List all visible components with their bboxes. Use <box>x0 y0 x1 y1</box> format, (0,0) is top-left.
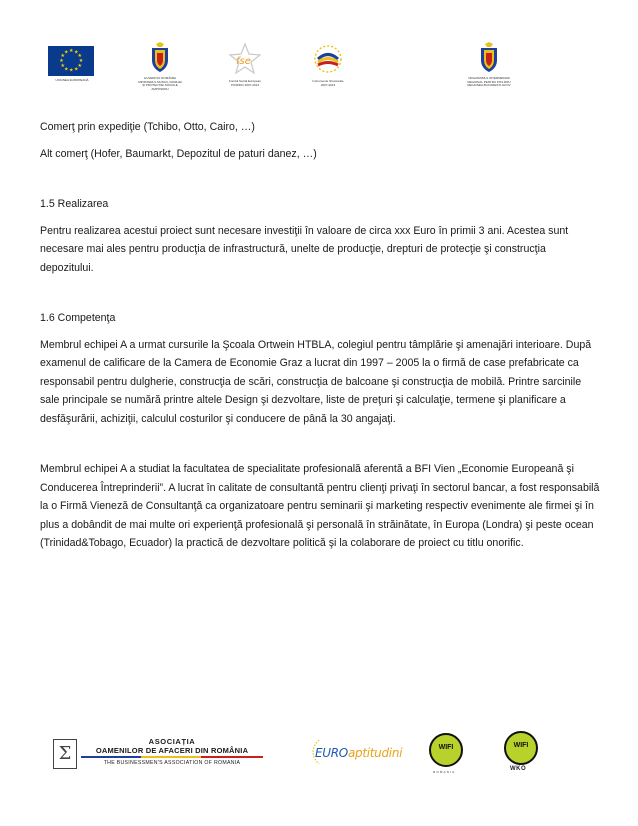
euro-suffix: aptitudini <box>347 746 403 760</box>
footer-logos <box>40 727 600 777</box>
svg-text:★: ★ <box>69 67 74 74</box>
svg-text:★: ★ <box>74 66 79 73</box>
wko-label: WKO <box>510 766 527 772</box>
svg-text:★: ★ <box>64 66 69 73</box>
oi-logo <box>445 40 533 100</box>
euroaptitudini-logo <box>305 737 403 767</box>
euro-prefix: EURO <box>315 746 348 760</box>
svg-text:★: ★ <box>64 49 69 56</box>
euroaptitudini-wordmark <box>315 746 402 760</box>
wifi-badge-icon-2 <box>504 731 538 765</box>
fse-logo <box>215 42 275 98</box>
eu-flag-logo <box>40 40 102 96</box>
tricolor-stripe <box>81 756 263 758</box>
assoc-line-1: ASOCIAȚIA <box>148 737 196 746</box>
wifi-sub-label: ROMANIA <box>433 770 456 774</box>
wifi-label: WIFI <box>438 744 454 751</box>
svg-text:★: ★ <box>60 62 65 69</box>
body-line-2: Alt comerţ (Hofer, Baumarkt, Depozitul de paturi danez, …) <box>40 147 317 160</box>
header-logos <box>40 40 600 100</box>
wifi-romania-logo <box>429 733 465 775</box>
svg-text:★: ★ <box>77 52 82 59</box>
wifi2-label: WIFI <box>513 742 529 749</box>
sigma-icon: Σ <box>53 739 77 769</box>
oi-caption: ORGANISMUL INTERMEDIAR REGIONAL PENTRU POS DRU REGIUNEA BUCUREȘTI-ILFOV <box>467 76 511 88</box>
coat-of-arms-icon <box>148 42 172 74</box>
section-body-competenta-2: Membrul echipei A a studiat la facultatea de specialitate profesională aferentă a BFI Vien „Economie Europeană şi Conducerea Întreprinderii”. A lucrat în calitate de consultantă pentru clienţi privaţi în sectorul bancar, a fost responsabilă la o Firmă Vieneză de Consultanţă ca organizatoare pentru seminarii şi marketing respectiv evenimente ale firmei şi în plus a dobândit de mai multe ori experienţă profesională şi personală în străinătate, în Europa (Londra) şi peste ocean (Trinidad&Tobago, Ecuador) la practică de dezvoltare politică şi la colaborare de proiect cu titlu onorific. <box>40 463 600 549</box>
assoc-line-3: THE BUSINESSMEN'S ASSOCIATION OF ROMANIA <box>103 760 241 766</box>
svg-text:★: ★ <box>59 57 64 64</box>
fse-caption: Fondul Social European POSDRU 2007-2013 <box>228 79 262 87</box>
assoc-line-2: OAMENILOR DE AFACERI DIN ROMÂNIA <box>95 746 249 755</box>
body-line-1: Comerţ prin expediţie (Tchibo, Otto, Cairo, …) <box>40 121 255 133</box>
instrumente-structurale-logo <box>298 42 358 98</box>
aoar-logo <box>53 737 263 771</box>
is-caption: Instrumente Structurale 2007-2013 <box>312 79 344 87</box>
section-body-realizarea: Pentru realizarea acestui proiect sunt necesare investiţii în valoare de circa xxx Euro în primii 3 ani. Acestea sunt necesare mai ales pentru producţia de infrastructură, unelte de producţie, drepturi de protecţie şi construcţia depozitului. <box>40 224 569 274</box>
fse-star-icon <box>228 42 262 76</box>
ro-government-logo <box>120 40 200 100</box>
coat-of-arms-icon-2 <box>477 42 501 74</box>
document-body <box>40 118 600 553</box>
section-heading-realizarea: 1.5 Realizarea <box>40 198 109 210</box>
wifi-wko-logo <box>504 731 540 775</box>
wifi-badge-icon <box>429 733 463 767</box>
svg-text:★: ★ <box>69 48 74 54</box>
svg-text:★: ★ <box>78 57 84 64</box>
eu-flag-icon <box>48 46 94 76</box>
gov-caption: GUVERNUL ROMÂNIEI MINISTERUL MUNCII, FAMILIEI ȘI PROTECȚIEI SOCIALE AMPOSDRU <box>138 76 182 91</box>
svg-text:★: ★ <box>60 52 65 59</box>
svg-text:★: ★ <box>77 62 82 69</box>
fse-mark: fse <box>236 56 251 67</box>
section-heading-competenta: 1.6 Competenţa <box>40 312 116 324</box>
structural-instruments-icon <box>310 42 346 76</box>
svg-text:★: ★ <box>74 49 79 56</box>
eu-caption: UNIUNEA EUROPEANĂ <box>55 78 89 82</box>
section-body-competenta-1: Membrul echipei A a urmat cursurile la Şcoala Ortwein HTBLA, colegiul pentru tâmplărie şi amenajări interioare. După examenul de calificare de la Camera de Economie Graz a lucrat din 1997 – 2005 la o firmă de case prefabricate ca responsabil pentru dulgherie, construcţia de scări, construcţia de balcoane şi construcţia de mobilă. Printre sarcinile sale principale se numără printre altele Design şi dezvoltare, liste de preţuri şi calculaţie, termene şi planificare a desfăşurării, achiziţii, calculul costurilor şi conducere de până la 30 angajaţi. <box>40 338 592 425</box>
